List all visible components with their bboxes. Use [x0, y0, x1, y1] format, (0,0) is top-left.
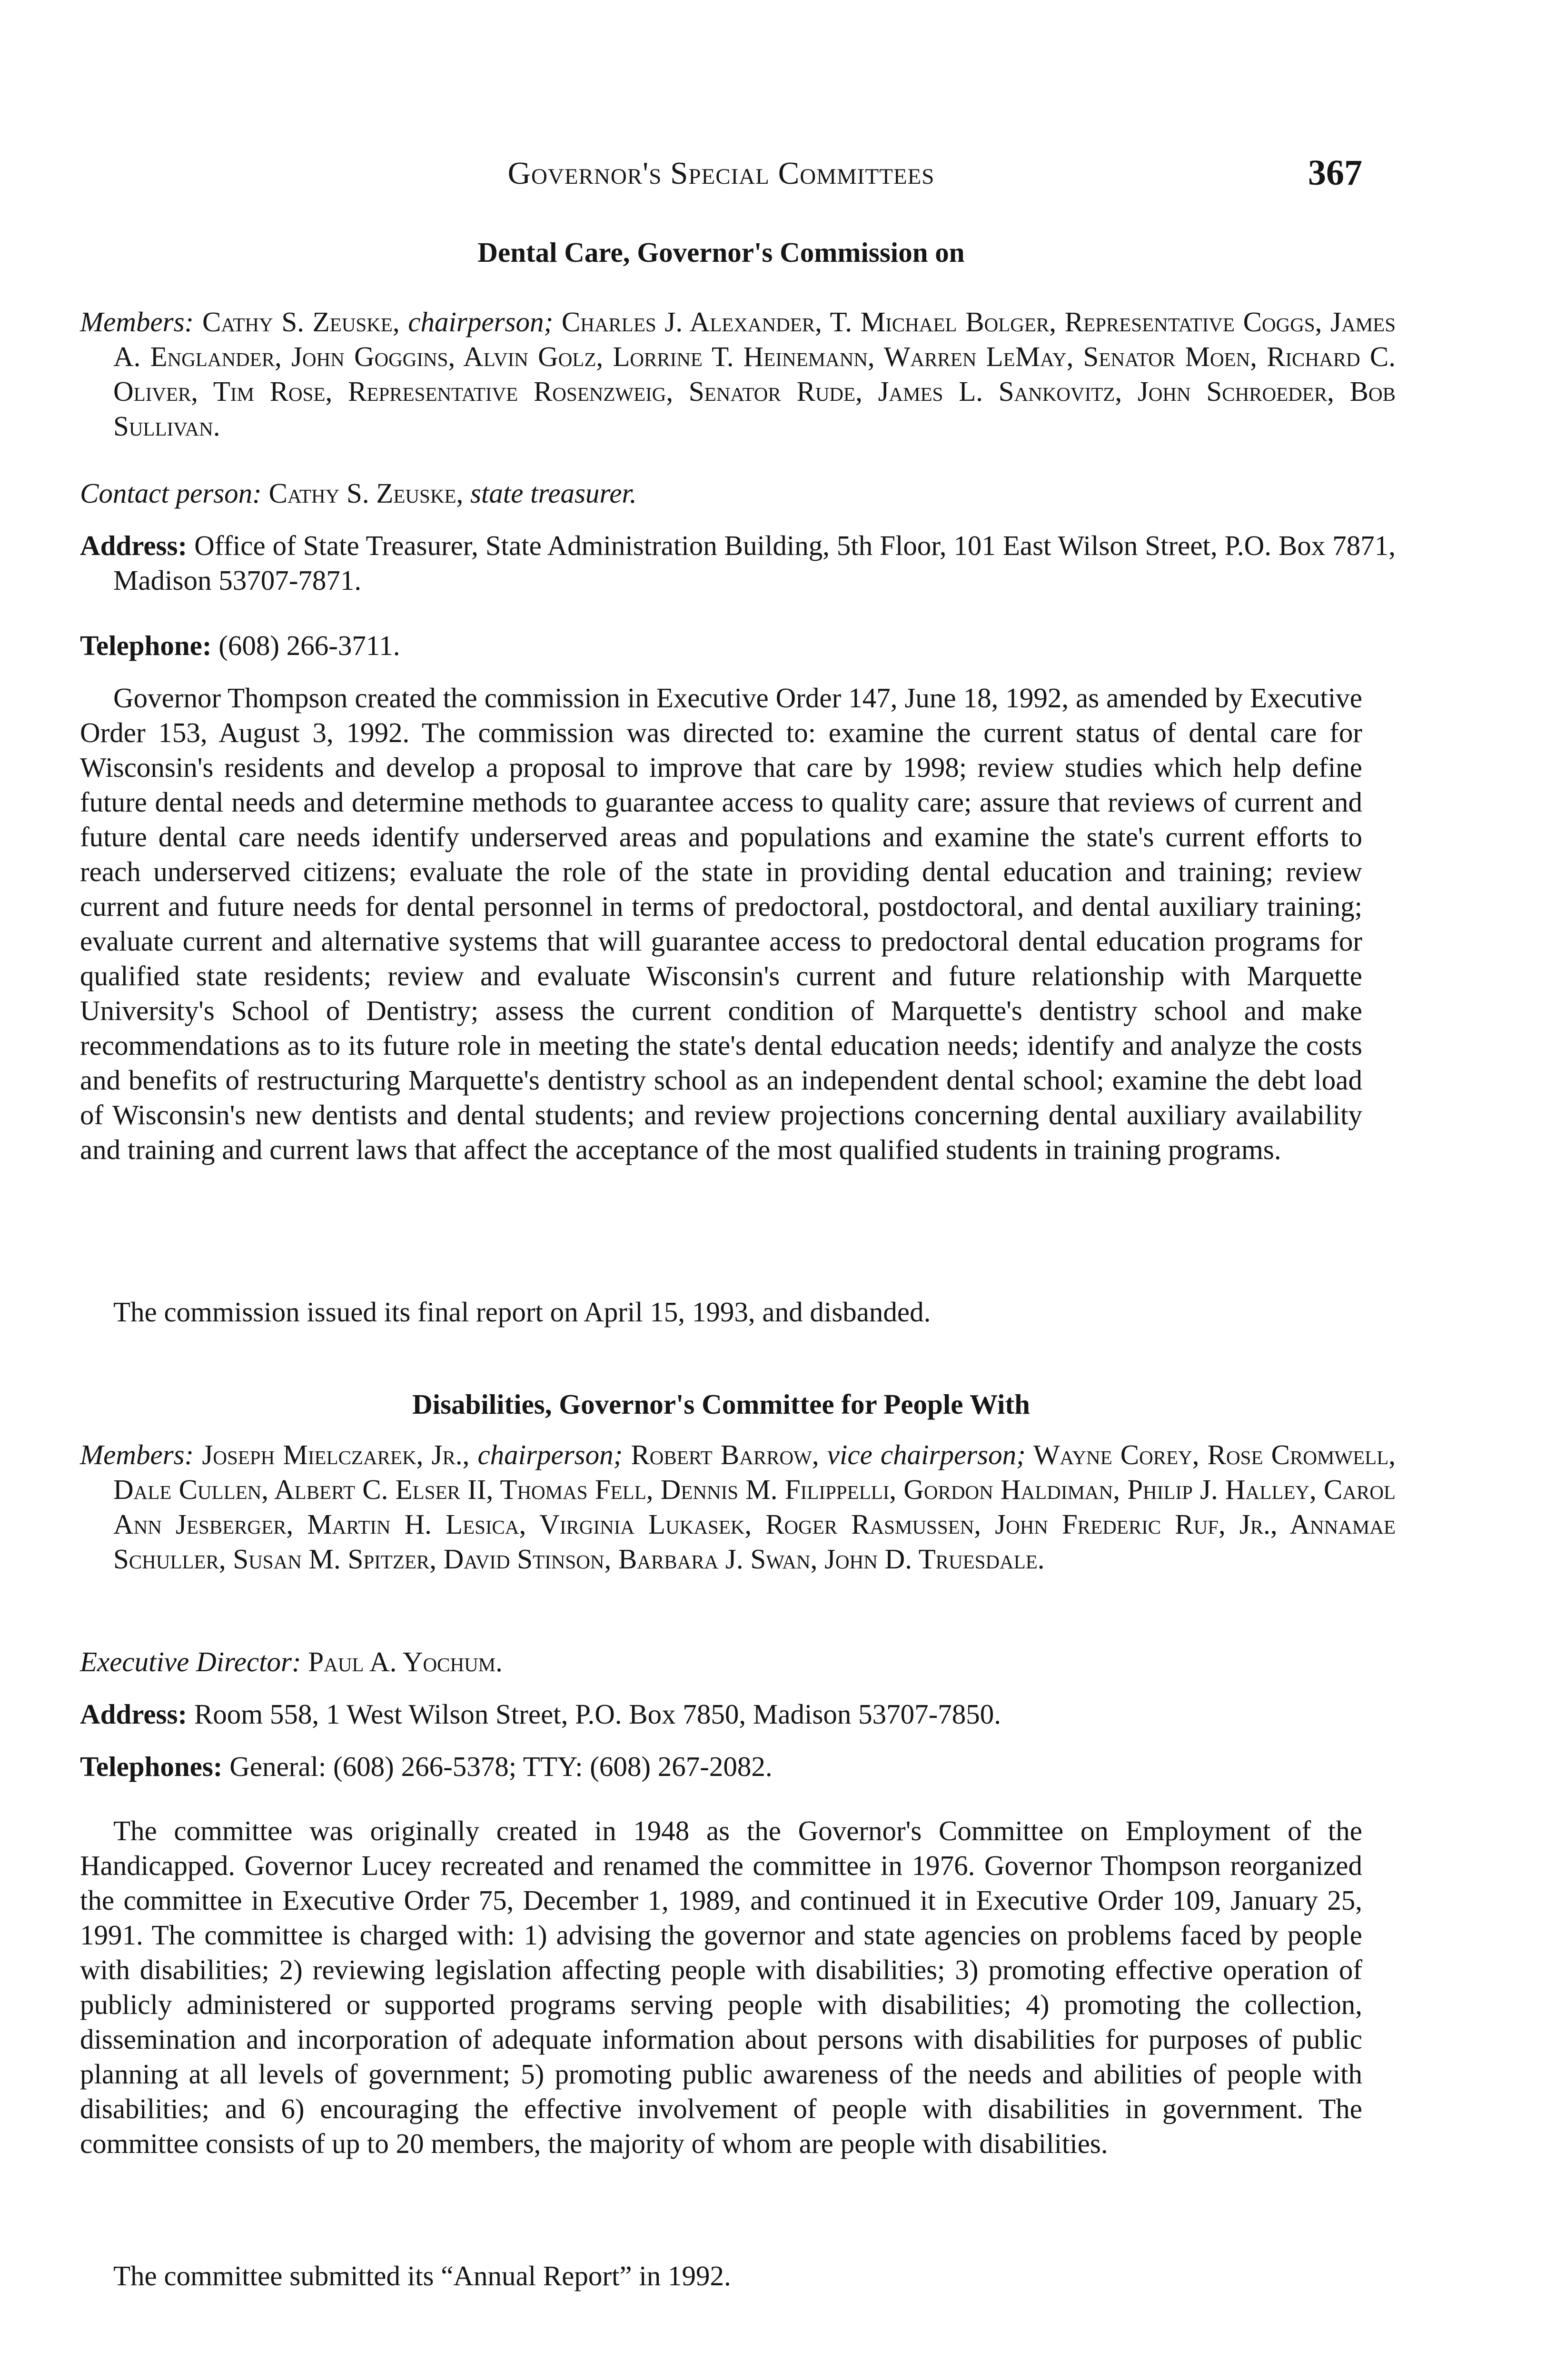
member-run: ,	[392, 306, 408, 337]
running-head-title: Governor's Special Committees	[507, 156, 935, 191]
disabilities-closing-paragraph: The committee submitted its “Annual Report” in 1992.	[113, 2260, 731, 2291]
member-run: chairperson;	[408, 306, 554, 337]
member-run: ,	[812, 1439, 827, 1470]
disabilities-members	[80, 1438, 1396, 1577]
dental-members-list	[113, 306, 1396, 442]
member-run: Robert Barrow	[623, 1439, 812, 1470]
dental-telephone-label: Telephone:	[80, 630, 212, 661]
member-run: chairperson;	[477, 1439, 623, 1470]
document-page	[80, 0, 1396, 2380]
member-run: Cathy S. Zeuske	[202, 306, 393, 337]
member-run: Charles J. Alexander, T. Michael Bolger, Representative Coggs, James A. Englander, John Goggins, Alvin Golz, Lorrine T. Heinemann, Warren LeMay, Senator Moen, Richard C. Oliver, Tim Rose, Representative Rosenzweig, Senator Rude, James L. Sankovitz, John Schroeder, Bob Sullivan.	[113, 306, 1396, 442]
disabilities-director-label: Executive Director:	[80, 1646, 301, 1677]
dental-contact: Contact person: Cathy S. Zeuske, state treasurer.	[80, 477, 637, 509]
dental-members	[80, 305, 1396, 444]
dental-contact-title: state treasurer.	[470, 477, 637, 509]
dental-contact-name: Cathy S. Zeuske	[268, 477, 456, 509]
disabilities-address	[80, 1697, 1396, 1732]
dental-telephone-text: (608) 266-3711.	[218, 630, 400, 661]
disabilities-address-text: Room 558, 1 West Wilson Street, P.O. Box 7850, Madison 53707-7850.	[194, 1698, 1001, 1730]
dental-contact-label: Contact person:	[80, 477, 262, 509]
dental-body-paragraph: Governor Thompson created the commission in Executive Order 147, June 18, 1992, as amended by Executive Order 153, August 3, 1992. The commission was directed to: examine the current status of dental care for Wisconsin's residents and develop a proposal to improve that care by 1998; review studies which help define future dental needs and determine methods to guarantee access to quality care; assure that reviews of current and future dental care needs identify underserved areas and populations and examine the state's current efforts to reach underserved citizens; evaluate the role of the state in providing dental education and training; review current and future needs for dental personnel in terms of predoctoral, postdoctoral, and dental auxiliary training; evaluate current and alternative systems that will guarantee access to predoctoral dental education programs for qualified state residents; review and evaluate Wisconsin's current and future relationship with Marquette University's School of Dentistry; assess the current condition of Marquette's dentistry school and make recommendations as to its future role in meeting the state's dental education needs; identify and analyze the costs and benefits of restructuring Marquette's dentistry school as an independent dental school; examine the debt load of Wisconsin's new dentists and dental students; and review projections concerning dental auxiliary availability and training and current laws that affect the acceptance of the most qualified students in training programs.	[80, 682, 1362, 1165]
member-run: Joseph Mielczarek, Jr.	[202, 1439, 463, 1470]
member-run: vice chairperson;	[827, 1439, 1026, 1470]
disabilities-address-label: Address:	[80, 1698, 188, 1730]
dental-address-label: Address:	[80, 530, 188, 561]
disabilities-members-list	[113, 1439, 1396, 1575]
dental-address-text: Office of State Treasurer, State Administration Building, 5th Floor, 101 East Wilson Street, P.O. Box 7871, Madison 53707-7871.	[113, 530, 1396, 596]
disabilities-members-label: Members:	[80, 1439, 194, 1470]
dental-telephone	[80, 628, 1396, 663]
disabilities-section-title: Disabilities, Governor's Committee for People With	[412, 1388, 1030, 1420]
member-run: ,	[462, 1439, 478, 1470]
disabilities-telephones	[80, 1749, 1396, 1784]
running-head	[80, 152, 1362, 200]
disabilities-director	[80, 1645, 1396, 1679]
disabilities-body-paragraph: The committee was originally created in 1948 as the Governor's Committee on Employment of the Handicapped. Governor Lucey recreated and renamed the committee in 1976. Governor Thompson reorganized the committee in Executive Order 75, December 1, 1989, and continued it in Executive Order 109, January 25, 1991. The committee is charged with: 1) advising the governor and state agencies on problems faced by people with disabilities; 2) reviewing legislation affecting people with disabilities; 3) promoting effective operation of publicly administered or supported programs serving people with disabilities; 4) promoting the collection, dissemination and incorporation of adequate information about persons with disabilities for purposes of public planning at all levels of government; 5) promoting public awareness of the needs and abilities of people with disabilities; and 6) encouraging the effective involvement of people with disabilities in government. The committee consists of up to 20 members, the majority of whom are people with disabilities.	[80, 1815, 1362, 2159]
disabilities-telephones-text: General: (608) 266-5378; TTY: (608) 267-2082.	[229, 1751, 773, 1782]
dental-closing-paragraph: The commission issued its final report on April 15, 1993, and disbanded.	[113, 1296, 931, 1328]
page-number: 367	[1308, 153, 1362, 193]
disabilities-telephones-label: Telephones:	[80, 1751, 223, 1782]
dental-section-title: Dental Care, Governor's Commission on	[477, 237, 965, 268]
dental-address	[80, 528, 1396, 598]
dental-members-label: Members:	[80, 306, 194, 337]
disabilities-director-name: Paul A. Yochum.	[308, 1646, 503, 1677]
member-run: Wayne Corey, Rose Cromwell, Dale Cullen, Albert C. Elser II, Thomas Fell, Dennis M. Filippelli, Gordon Haldiman, Philip J. Halley, Carol Ann Jesberger, Martin H. Lesica, Virginia Lukasek, Roger Rasmussen, John Frederic Ruf, Jr., Annamae Schuller, Susan M. Spitzer, David Stinson, Barbara J. Swan, John D. Truesdale.	[113, 1439, 1396, 1575]
